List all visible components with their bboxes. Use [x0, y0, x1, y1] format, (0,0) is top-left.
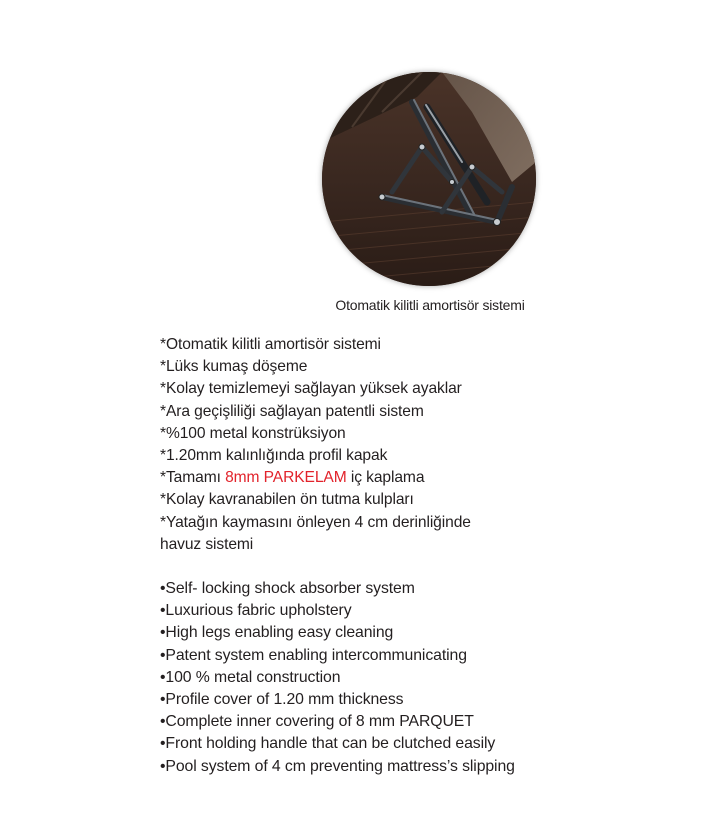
feature-item-tr: *%100 metal konstrüksiyon — [160, 424, 346, 442]
feature-item-en: •Pool system of 4 cm preventing mattress’s slipping — [160, 757, 515, 775]
feature-item-tr: havuz sistemi — [160, 535, 254, 553]
feature-item-en: •High legs enabling easy cleaning — [160, 624, 394, 642]
feature-item-en: •Luxurious fabric upholstery — [160, 602, 352, 620]
shock-absorber-mechanism-illustration — [322, 72, 536, 286]
feature-item-en: •Front holding handle that can be clutched easily — [160, 735, 496, 753]
feature-item-tr: *Otomatik kilitli amortisör sistemi — [160, 336, 381, 353]
feature-item-tr: *Kolay kavranabilen ön tutma kulpları — [160, 491, 414, 509]
feature-item-tr: *Kolay temizlemeyi sağlayan yüksek ayaklar — [160, 380, 462, 398]
feature-item-tr: *Lüks kumaş döşeme — [160, 358, 308, 376]
feature-item-en: •Patent system enabling intercommunicating — [160, 646, 467, 664]
feature-item-tr: *Yatağın kaymasını önleyen 4 cm derinliğinde — [160, 513, 471, 531]
parkelam-suffix: iç kaplama — [346, 469, 425, 487]
feature-item-en: •Self- locking shock absorber system — [160, 580, 415, 597]
feature-item-en: •100 % metal construction — [160, 668, 341, 686]
parkelam-prefix: *Tamamı — [160, 469, 226, 487]
feature-item-en: •Profile cover of 1.20 mm thickness — [160, 691, 404, 709]
english-feature-list — [160, 578, 600, 778]
feature-item-en: •Complete inner covering of 8 mm PARQUET — [160, 713, 474, 731]
turkish-feature-list — [160, 334, 580, 556]
feature-item-tr-parkelam — [160, 467, 580, 489]
photo-caption: Otomatik kilitli amortisör sistemi — [335, 297, 525, 313]
feature-item-tr: *1.20mm kalınlığında profil kapak — [160, 447, 388, 465]
feature-item-tr: *Ara geçişliliği sağlayan patentli sistem — [160, 402, 424, 420]
parkelam-highlight: 8mm PARKELAM — [225, 469, 347, 487]
mechanism-photo — [322, 72, 536, 286]
